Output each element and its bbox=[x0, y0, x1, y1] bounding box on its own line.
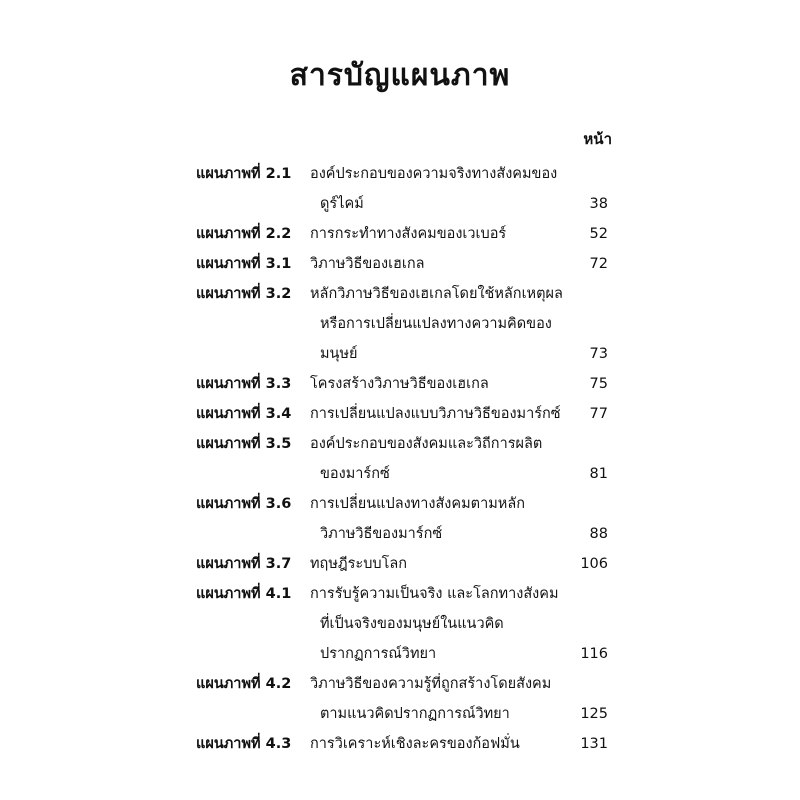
toc-entry-page-number: 73 bbox=[589, 346, 608, 362]
toc-entry bbox=[0, 729, 800, 759]
toc-entry bbox=[0, 579, 800, 669]
toc-entry-title bbox=[310, 669, 570, 729]
toc-entry-page-number: 106 bbox=[580, 556, 608, 572]
toc-entry-title-line: วิภาษวิธีของเฮเกล bbox=[310, 256, 425, 272]
toc-entry-label: แผนภาพที่ 4.1 bbox=[196, 586, 292, 602]
toc-entry-title-line: การรับรู้ความเป็นจริง และโลกทางสังคม bbox=[310, 586, 559, 602]
toc-entry-title bbox=[310, 279, 570, 369]
toc-entry-title-line: องค์ประกอบของสังคมและวิถีการผลิต bbox=[310, 436, 543, 452]
toc-entry-title-line: ของมาร์กซ์ bbox=[320, 466, 390, 482]
toc-entry-label: แผนภาพที่ 3.3 bbox=[196, 376, 292, 392]
toc-entry-title-line: การกระทำทางสังคมของเวเบอร์ bbox=[310, 226, 507, 242]
toc-entry-title-line: การเปลี่ยนแปลงทางสังคมตามหลัก bbox=[310, 496, 525, 512]
toc-entry-label: แผนภาพที่ 3.1 bbox=[196, 256, 292, 272]
toc-entry bbox=[0, 159, 800, 219]
toc-entry-title bbox=[310, 549, 570, 579]
toc-entry-title bbox=[310, 489, 570, 549]
toc-entry-title-line: วิภาษวิธีของมาร์กซ์ bbox=[320, 526, 443, 542]
toc-entry-title bbox=[310, 579, 570, 669]
toc-entry-title-line: หรือการเปลี่ยนแปลงทางความคิดของ bbox=[320, 316, 552, 332]
toc-entry-title-line: โครงสร้างวิภาษวิธีของเฮเกล bbox=[310, 376, 489, 392]
toc-entry-title-line: วิภาษวิธีของความรู้ที่ถูกสร้างโดยสังคม bbox=[310, 676, 552, 692]
toc-entry-label: แผนภาพที่ 4.2 bbox=[196, 676, 292, 692]
toc-entry-label: แผนภาพที่ 3.5 bbox=[196, 436, 292, 452]
toc-entry bbox=[0, 369, 800, 399]
toc-entry-title-line: ทฤษฎีระบบโลก bbox=[310, 556, 408, 572]
toc-entry-title-line: มนุษย์ bbox=[320, 346, 358, 362]
toc-entry-title bbox=[310, 249, 570, 279]
toc-entry-title bbox=[310, 729, 570, 759]
toc-entry-page-number: 72 bbox=[589, 256, 608, 272]
toc-entry-label: แผนภาพที่ 2.2 bbox=[196, 226, 292, 242]
toc-entry-title-line: ปรากฏการณ์วิทยา bbox=[320, 646, 437, 662]
toc-entry-title-line: ตามแนวคิดปรากฏการณ์วิทยา bbox=[320, 706, 510, 722]
toc-entry-page-number: 81 bbox=[589, 466, 608, 482]
toc-entry-title-line: ที่เป็นจริงของมนุษย์ในแนวคิด bbox=[320, 616, 504, 632]
toc-entry bbox=[0, 219, 800, 249]
toc-entry bbox=[0, 249, 800, 279]
toc-entry-page-number: 75 bbox=[589, 376, 608, 392]
toc-entry-page-number: 88 bbox=[589, 526, 608, 542]
toc-entry-label: แผนภาพที่ 3.4 bbox=[196, 406, 292, 422]
toc-entry-title bbox=[310, 399, 570, 429]
toc-entry bbox=[0, 279, 800, 369]
toc-entry-label: แผนภาพที่ 3.2 bbox=[196, 286, 292, 302]
toc-entry-title bbox=[310, 219, 570, 249]
toc-entry-title bbox=[310, 369, 570, 399]
toc-entry-page-number: 125 bbox=[580, 706, 608, 722]
toc-entry-title-line: องค์ประกอบของความจริงทางสังคมของ bbox=[310, 166, 558, 182]
toc-entry-title-line: ดูร์ไคม์ bbox=[320, 196, 364, 212]
toc-entry-title-line: หลักวิภาษวิธีของเฮเกลโดยใช้หลักเหตุผล bbox=[310, 286, 563, 302]
toc-entry bbox=[0, 399, 800, 429]
toc-entry-label: แผนภาพที่ 3.6 bbox=[196, 496, 292, 512]
toc-entry bbox=[0, 489, 800, 549]
toc-entry-page-number: 52 bbox=[589, 226, 608, 242]
page-column-label: หน้า bbox=[583, 130, 612, 148]
toc-entry-page-number: 77 bbox=[589, 406, 608, 422]
table-of-figures bbox=[0, 159, 800, 759]
toc-entry-title-line: การเปลี่ยนแปลงแบบวิภาษวิธีของมาร์กซ์ bbox=[310, 406, 561, 422]
toc-entry bbox=[0, 549, 800, 579]
toc-entry-page-number: 131 bbox=[580, 736, 608, 752]
toc-entry-title bbox=[310, 159, 570, 219]
toc-entry-page-number: 116 bbox=[580, 646, 608, 662]
toc-entry bbox=[0, 429, 800, 489]
toc-entry-page-number: 38 bbox=[589, 196, 608, 212]
toc-entry-label: แผนภาพที่ 4.3 bbox=[196, 736, 292, 752]
page-title: สารบัญแผนภาพ bbox=[289, 58, 511, 93]
toc-entry-title-line: การวิเคราะห์เชิงละครของก้อฟมั่น bbox=[310, 736, 520, 752]
toc-entry bbox=[0, 669, 800, 729]
toc-entry-label: แผนภาพที่ 3.7 bbox=[196, 556, 292, 572]
toc-entry-label: แผนภาพที่ 2.1 bbox=[196, 166, 292, 182]
toc-entry-title bbox=[310, 429, 570, 489]
